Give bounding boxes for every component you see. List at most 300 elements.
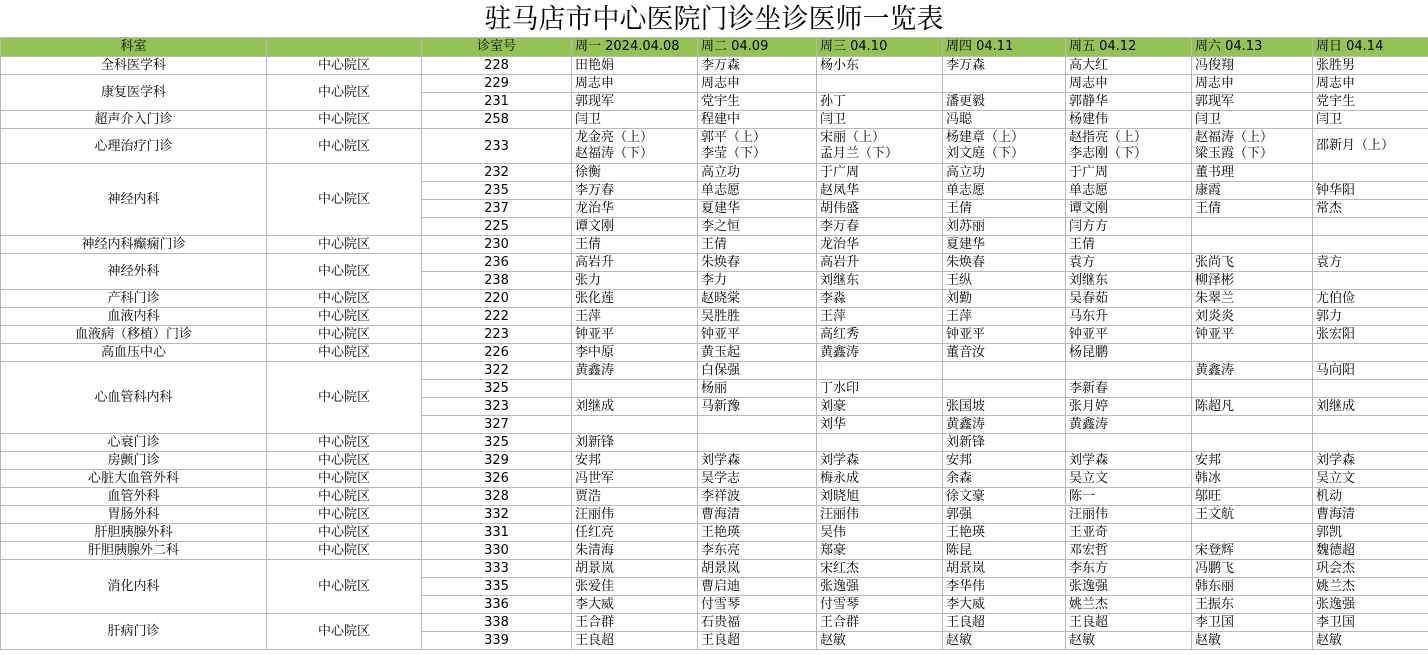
doctor-cell: 李淼: [817, 290, 943, 308]
doctor-cell: 刘学森: [698, 452, 817, 470]
doctor-cell: 袁方: [1066, 254, 1192, 272]
department-cell: 神经外科: [1, 254, 267, 290]
room-cell: 226: [422, 344, 572, 362]
doctor-cell: 杨小东: [817, 57, 943, 75]
department-cell: 产科门诊: [1, 290, 267, 308]
doctor-cell: [1313, 236, 1428, 254]
table-row: [1, 452, 1428, 470]
doctor-cell: 谭文刚: [572, 218, 698, 236]
doctor-cell: 韩东丽: [1192, 578, 1313, 596]
doctor-cell: 李东方: [1066, 560, 1192, 578]
table-row: [1, 434, 1428, 452]
doctor-cell: [817, 434, 943, 452]
doctor-cell: [1066, 362, 1192, 380]
table-row: [1, 542, 1428, 560]
table-row: [1, 254, 1428, 272]
doctor-cell: 赵福涛（上） 梁玉霞（下）: [1192, 129, 1313, 164]
doctor-cell: 龙金亮（上） 赵福涛（下）: [572, 129, 698, 164]
doctor-cell: 王萍: [943, 308, 1066, 326]
doctor-cell: 周志申: [1192, 75, 1313, 93]
doctor-cell: [1313, 434, 1428, 452]
doctor-cell: 李新春: [1066, 380, 1192, 398]
doctor-cell: 李卫国: [1192, 614, 1313, 632]
doctor-cell: 马向阳: [1313, 362, 1428, 380]
doctor-cell: 杨昆鹏: [1066, 344, 1192, 362]
doctor-cell: 单志愿: [698, 182, 817, 200]
header-day-wed: 周三 04.10: [817, 38, 943, 57]
doctor-cell: 郭力: [1313, 308, 1428, 326]
doctor-cell: 黄鑫涛: [817, 344, 943, 362]
doctor-cell: 姚兰杰: [1313, 578, 1428, 596]
doctor-cell: 吴立文: [1313, 470, 1428, 488]
campus-cell: 中心院区: [267, 488, 422, 506]
room-cell: 223: [422, 326, 572, 344]
doctor-cell: 郭现军: [1192, 93, 1313, 111]
header-row: [1, 38, 1428, 57]
doctor-cell: 周志申: [572, 75, 698, 93]
table-row: [1, 111, 1428, 129]
doctor-cell: 于广周: [1066, 164, 1192, 182]
room-cell: 323: [422, 398, 572, 416]
room-cell: 238: [422, 272, 572, 290]
doctor-cell: 夏建华: [943, 236, 1066, 254]
table-row: [1, 470, 1428, 488]
table-row: [1, 524, 1428, 542]
campus-cell: 中心院区: [267, 362, 422, 434]
doctor-cell: 钟亚平: [1066, 326, 1192, 344]
room-cell: 325: [422, 380, 572, 398]
department-cell: 心衰门诊: [1, 434, 267, 452]
department-cell: 全科医学科: [1, 57, 267, 75]
table-row: [1, 129, 1428, 164]
doctor-cell: 王振东: [1192, 596, 1313, 614]
doctor-cell: [572, 380, 698, 398]
page-title: 驻马店市中心医院门诊坐诊医师一览表: [484, 4, 944, 35]
header-day-fri: 周五 04.12: [1066, 38, 1192, 57]
doctor-cell: 石贵福: [698, 614, 817, 632]
doctor-cell: [1192, 218, 1313, 236]
room-cell: 322: [422, 362, 572, 380]
department-cell: 心理治疗门诊: [1, 129, 267, 164]
doctor-cell: 李万森: [698, 57, 817, 75]
doctor-cell: 徐文豪: [943, 488, 1066, 506]
doctor-cell: 单志愿: [943, 182, 1066, 200]
doctor-cell: 吴学志: [698, 470, 817, 488]
doctor-cell: 刘学森: [1066, 452, 1192, 470]
doctor-cell: 郑豪: [817, 542, 943, 560]
doctor-cell: 刘新锋: [943, 434, 1066, 452]
doctor-cell: 孙丁: [817, 93, 943, 111]
doctor-cell: 邓宏哲: [1066, 542, 1192, 560]
doctor-cell: 常杰: [1313, 200, 1428, 218]
doctor-cell: 巩会杰: [1313, 560, 1428, 578]
campus-cell: 中心院区: [267, 57, 422, 75]
campus-cell: 中心院区: [267, 524, 422, 542]
doctor-cell: 钟亚平: [698, 326, 817, 344]
doctor-cell: 李东亮: [698, 542, 817, 560]
doctor-cell: 柳泽彬: [1192, 272, 1313, 290]
header-day-sun: 周日 04.14: [1313, 38, 1428, 57]
doctor-cell: 龙治华: [572, 200, 698, 218]
doctor-cell: 李万春: [572, 182, 698, 200]
table-row: [1, 344, 1428, 362]
doctor-cell: 安邦: [572, 452, 698, 470]
doctor-cell: 闫卫: [817, 111, 943, 129]
header-day-tue: 周二 04.09: [698, 38, 817, 57]
table-row: [1, 308, 1428, 326]
room-cell: 339: [422, 632, 572, 650]
header-department: 科室: [1, 38, 267, 57]
doctor-cell: [698, 434, 817, 452]
department-cell: 肝病门诊: [1, 614, 267, 650]
doctor-cell: 张尚飞: [1192, 254, 1313, 272]
schedule-table: [0, 37, 1428, 650]
doctor-cell: 吴胜胜: [698, 308, 817, 326]
schedule-body: [1, 57, 1428, 650]
doctor-cell: 郭静华: [1066, 93, 1192, 111]
doctor-cell: 王倩: [572, 236, 698, 254]
doctor-cell: 王良超: [698, 632, 817, 650]
doctor-cell: 杨建章（上） 刘文庭（下）: [943, 129, 1066, 164]
campus-cell: 中心院区: [267, 164, 422, 236]
header-room: 诊室号: [422, 38, 572, 57]
doctor-cell: 冯聪: [943, 111, 1066, 129]
campus-cell: 中心院区: [267, 75, 422, 111]
doctor-cell: 余森: [943, 470, 1066, 488]
doctor-cell: 周志申: [1313, 75, 1428, 93]
campus-cell: 中心院区: [267, 111, 422, 129]
header-day-thu: 周四 04.11: [943, 38, 1066, 57]
doctor-cell: [1313, 164, 1428, 182]
doctor-cell: 吴立文: [1066, 470, 1192, 488]
doctor-cell: [698, 416, 817, 434]
doctor-cell: 张逸强: [817, 578, 943, 596]
doctor-cell: 刘继东: [817, 272, 943, 290]
doctor-cell: 赵敏: [1313, 632, 1428, 650]
doctor-cell: [1192, 434, 1313, 452]
department-cell: 神经内科癫痫门诊: [1, 236, 267, 254]
doctor-cell: 周志申: [698, 75, 817, 93]
room-cell: 229: [422, 75, 572, 93]
doctor-cell: 付雪琴: [698, 596, 817, 614]
table-row: [1, 488, 1428, 506]
doctor-cell: 郭现军: [572, 93, 698, 111]
table-row: [1, 57, 1428, 75]
doctor-cell: 尤伯俭: [1313, 290, 1428, 308]
doctor-cell: 王倩: [1192, 200, 1313, 218]
doctor-cell: 赵敏: [1066, 632, 1192, 650]
doctor-cell: 邵新月（上）: [1313, 129, 1428, 164]
header-day-sat: 周六 04.13: [1192, 38, 1313, 57]
doctor-cell: 钟亚平: [943, 326, 1066, 344]
department-cell: 神经内科: [1, 164, 267, 236]
doctor-cell: 朱清海: [572, 542, 698, 560]
doctor-cell: [1192, 380, 1313, 398]
room-cell: 331: [422, 524, 572, 542]
doctor-cell: 袁方: [1313, 254, 1428, 272]
doctor-cell: 王倩: [1066, 236, 1192, 254]
room-cell: 328: [422, 488, 572, 506]
doctor-cell: 曹启迪: [698, 578, 817, 596]
department-cell: 肝胆胰腺外二科: [1, 542, 267, 560]
doctor-cell: 赵敏: [943, 632, 1066, 650]
doctor-cell: [817, 75, 943, 93]
department-cell: 心脏大血管外科: [1, 470, 267, 488]
doctor-cell: 高岩升: [817, 254, 943, 272]
room-cell: 338: [422, 614, 572, 632]
doctor-cell: 单志愿: [1066, 182, 1192, 200]
doctor-cell: 姚兰杰: [1066, 596, 1192, 614]
room-cell: 325: [422, 434, 572, 452]
room-cell: 333: [422, 560, 572, 578]
doctor-cell: 陈昆: [943, 542, 1066, 560]
doctor-cell: 李大威: [943, 596, 1066, 614]
room-cell: 232: [422, 164, 572, 182]
department-cell: 血液病（移植）门诊: [1, 326, 267, 344]
doctor-cell: 钟华阳: [1313, 182, 1428, 200]
doctor-cell: 闫方方: [1066, 218, 1192, 236]
doctor-cell: 魏德超: [1313, 542, 1428, 560]
doctor-cell: 赵晓棠: [698, 290, 817, 308]
doctor-cell: [1192, 344, 1313, 362]
doctor-cell: 朱翠兰: [1192, 290, 1313, 308]
doctor-cell: 任红亮: [572, 524, 698, 542]
doctor-cell: 胡伟盛: [817, 200, 943, 218]
doctor-cell: 闫卫: [1192, 111, 1313, 129]
department-cell: 胃肠外科: [1, 506, 267, 524]
room-cell: 332: [422, 506, 572, 524]
doctor-cell: 王萍: [817, 308, 943, 326]
doctor-cell: 王萍: [572, 308, 698, 326]
campus-cell: 中心院区: [267, 506, 422, 524]
doctor-cell: [1066, 434, 1192, 452]
doctor-cell: 赵凤华: [817, 182, 943, 200]
room-cell: 237: [422, 200, 572, 218]
doctor-cell: [943, 75, 1066, 93]
doctor-cell: 冯世军: [572, 470, 698, 488]
doctor-cell: 程建中: [698, 111, 817, 129]
doctor-cell: 刘继东: [1066, 272, 1192, 290]
doctor-cell: 付雪琴: [817, 596, 943, 614]
header-campus: [267, 38, 422, 57]
doctor-cell: 刘炎炎: [1192, 308, 1313, 326]
doctor-cell: 贾浩: [572, 488, 698, 506]
doctor-cell: 刘学森: [817, 452, 943, 470]
room-cell: 225: [422, 218, 572, 236]
doctor-cell: 王良超: [572, 632, 698, 650]
doctor-cell: 董音汝: [943, 344, 1066, 362]
doctor-cell: 邬旺: [1192, 488, 1313, 506]
doctor-cell: 郭强: [943, 506, 1066, 524]
doctor-cell: 黄鑫涛: [572, 362, 698, 380]
doctor-cell: [1192, 236, 1313, 254]
doctor-cell: 白保强: [698, 362, 817, 380]
department-cell: 超声介入门诊: [1, 111, 267, 129]
doctor-cell: 潘更毅: [943, 93, 1066, 111]
doctor-cell: 陈一: [1066, 488, 1192, 506]
doctor-cell: 张逸强: [1313, 596, 1428, 614]
room-cell: 258: [422, 111, 572, 129]
campus-cell: 中心院区: [267, 542, 422, 560]
doctor-cell: 胡景岚: [698, 560, 817, 578]
doctor-cell: 高红秀: [817, 326, 943, 344]
doctor-cell: 刘华: [817, 416, 943, 434]
doctor-cell: [943, 362, 1066, 380]
doctor-cell: 冯鹏飞: [1192, 560, 1313, 578]
doctor-cell: 王倩: [698, 236, 817, 254]
doctor-cell: 于广周: [817, 164, 943, 182]
room-cell: 326: [422, 470, 572, 488]
campus-cell: 中心院区: [267, 254, 422, 290]
room-cell: 233: [422, 129, 572, 164]
room-cell: 236: [422, 254, 572, 272]
doctor-cell: 高岩升: [572, 254, 698, 272]
doctor-cell: [1192, 416, 1313, 434]
room-cell: 327: [422, 416, 572, 434]
doctor-cell: 安邦: [1192, 452, 1313, 470]
doctor-cell: 闫卫: [572, 111, 698, 129]
department-cell: 肝胆胰腺外科: [1, 524, 267, 542]
doctor-cell: 陈超凡: [1192, 398, 1313, 416]
doctor-cell: 丁水印: [817, 380, 943, 398]
table-row: [1, 164, 1428, 182]
department-cell: 房颤门诊: [1, 452, 267, 470]
table-row: [1, 75, 1428, 93]
doctor-cell: 赵指亮（上） 李志刚（下）: [1066, 129, 1192, 164]
doctor-cell: 刘继成: [1313, 398, 1428, 416]
doctor-cell: 黄鑫涛: [943, 416, 1066, 434]
doctor-cell: 王文航: [1192, 506, 1313, 524]
doctor-cell: 王良超: [943, 614, 1066, 632]
doctor-cell: 党宇生: [698, 93, 817, 111]
doctor-cell: 闫卫: [1313, 111, 1428, 129]
campus-cell: 中心院区: [267, 614, 422, 650]
campus-cell: 中心院区: [267, 434, 422, 452]
doctor-cell: 胡景岚: [943, 560, 1066, 578]
doctor-cell: 杨丽: [698, 380, 817, 398]
doctor-cell: 梅永成: [817, 470, 943, 488]
doctor-cell: 曹海清: [1313, 506, 1428, 524]
doctor-cell: 曹海清: [698, 506, 817, 524]
doctor-cell: 马新豫: [698, 398, 817, 416]
doctor-cell: 张国坡: [943, 398, 1066, 416]
doctor-cell: 张爱佳: [572, 578, 698, 596]
doctor-cell: 赵敏: [1192, 632, 1313, 650]
doctor-cell: 张月婷: [1066, 398, 1192, 416]
doctor-cell: 吴春茹: [1066, 290, 1192, 308]
doctor-cell: 冯俊翔: [1192, 57, 1313, 75]
doctor-cell: 刘勤: [943, 290, 1066, 308]
doctor-cell: 董书理: [1192, 164, 1313, 182]
room-cell: 230: [422, 236, 572, 254]
room-cell: 330: [422, 542, 572, 560]
doctor-cell: 王良超: [1066, 614, 1192, 632]
doctor-cell: 钟亚平: [572, 326, 698, 344]
doctor-cell: [1313, 380, 1428, 398]
doctor-cell: 夏建华: [698, 200, 817, 218]
doctor-cell: 王亚奇: [1066, 524, 1192, 542]
doctor-cell: 杨建伟: [1066, 111, 1192, 129]
doctor-cell: 宋红杰: [817, 560, 943, 578]
doctor-cell: 张逸强: [1066, 578, 1192, 596]
table-row: [1, 326, 1428, 344]
doctor-cell: [1313, 272, 1428, 290]
doctor-cell: 李之恒: [698, 218, 817, 236]
doctor-cell: [1313, 416, 1428, 434]
doctor-cell: 钟亚平: [1192, 326, 1313, 344]
header-day-mon: 周一 2024.04.08: [572, 38, 698, 57]
doctor-cell: 郭平（上） 李莹（下）: [698, 129, 817, 164]
doctor-cell: [1313, 218, 1428, 236]
room-cell: 336: [422, 596, 572, 614]
doctor-cell: 赵敏: [817, 632, 943, 650]
doctor-cell: 田艳娟: [572, 57, 698, 75]
doctor-cell: 周志申: [1066, 75, 1192, 93]
room-cell: 228: [422, 57, 572, 75]
department-cell: 康复医学科: [1, 75, 267, 111]
doctor-cell: 朱焕春: [698, 254, 817, 272]
doctor-cell: 李力: [698, 272, 817, 290]
doctor-cell: 王纵: [943, 272, 1066, 290]
doctor-cell: 李卫国: [1313, 614, 1428, 632]
doctor-cell: 汪丽伟: [817, 506, 943, 524]
doctor-cell: 王倩: [943, 200, 1066, 218]
doctor-cell: [1313, 344, 1428, 362]
doctor-cell: 王合群: [817, 614, 943, 632]
doctor-cell: 刘新锋: [572, 434, 698, 452]
table-row: [1, 614, 1428, 632]
doctor-cell: 刘豪: [817, 398, 943, 416]
doctor-cell: 马东升: [1066, 308, 1192, 326]
department-cell: 血管外科: [1, 488, 267, 506]
doctor-cell: 汪丽伟: [1066, 506, 1192, 524]
doctor-cell: 李中原: [572, 344, 698, 362]
doctor-cell: [943, 380, 1066, 398]
room-cell: 335: [422, 578, 572, 596]
doctor-cell: 张化莲: [572, 290, 698, 308]
doctor-cell: 刘学森: [1313, 452, 1428, 470]
table-row: [1, 236, 1428, 254]
doctor-cell: [572, 416, 698, 434]
doctor-cell: 刘晓旭: [817, 488, 943, 506]
department-cell: 血液内科: [1, 308, 267, 326]
doctor-cell: 黄玉起: [698, 344, 817, 362]
doctor-cell: 机动: [1313, 488, 1428, 506]
doctor-cell: 刘继成: [572, 398, 698, 416]
doctor-cell: 郭凯: [1313, 524, 1428, 542]
doctor-cell: 朱焕春: [943, 254, 1066, 272]
room-cell: 235: [422, 182, 572, 200]
campus-cell: 中心院区: [267, 308, 422, 326]
doctor-cell: 张宏阳: [1313, 326, 1428, 344]
doctor-cell: 张力: [572, 272, 698, 290]
department-cell: 心血管科内科: [1, 362, 267, 434]
doctor-cell: 汪丽伟: [572, 506, 698, 524]
doctor-cell: 吴伟: [817, 524, 943, 542]
doctor-cell: 李万森: [943, 57, 1066, 75]
doctor-cell: 胡景岚: [572, 560, 698, 578]
campus-cell: 中心院区: [267, 129, 422, 164]
campus-cell: 中心院区: [267, 452, 422, 470]
doctor-cell: 李万春: [817, 218, 943, 236]
doctor-cell: 李祥波: [698, 488, 817, 506]
doctor-cell: 高立功: [698, 164, 817, 182]
department-cell: 消化内科: [1, 560, 267, 614]
doctor-cell: 宋丽（上） 孟月兰（下）: [817, 129, 943, 164]
table-row: [1, 362, 1428, 380]
doctor-cell: 高大红: [1066, 57, 1192, 75]
room-cell: 329: [422, 452, 572, 470]
